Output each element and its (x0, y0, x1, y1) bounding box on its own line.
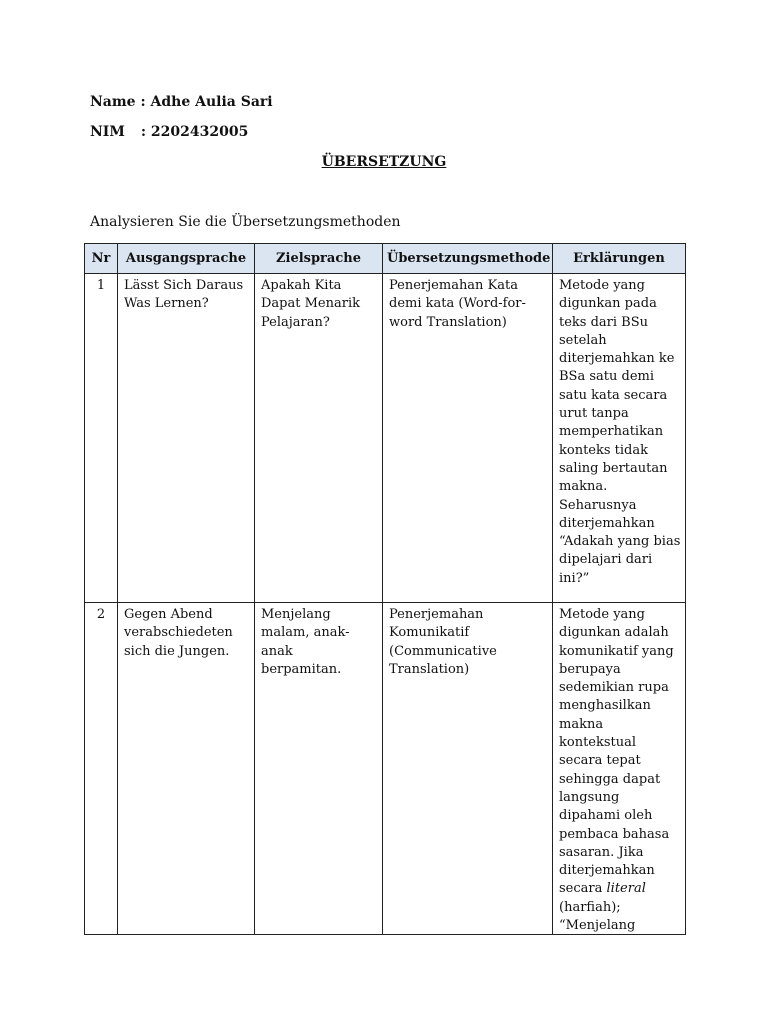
nim-label: NIM (90, 124, 125, 140)
translation-table (84, 243, 686, 935)
row-number: 2 (85, 603, 118, 935)
zielsprache-cell: Apakah Kita Dapat Menarik Pelajaran? (255, 274, 383, 603)
column-header-zielsprache: Zielsprache (255, 244, 383, 274)
nim-line (90, 124, 248, 140)
column-header-nr: Nr (85, 244, 118, 274)
name-value: : Adhe Aulia Sari (140, 94, 273, 110)
table-header-row (85, 244, 686, 274)
zielsprache-cell: Menjelang malam, anak-anak berpamitan. (255, 603, 383, 935)
erklaerung-cell: Metode yang digunkan pada teks dari BSu setelah diterjemahkan ke BSa satu demi satu kata secara urut tanpa memperhatikan konteks tidak saling bertautan makna. Seharusnya diterjemahkan “Adakah yang bias dipelajari dari ini?” (553, 274, 686, 603)
name-label: Name (90, 94, 136, 110)
erklaerung-italic-word: literal (606, 881, 646, 897)
column-header-erklaerungen: Erklärungen (553, 244, 686, 274)
name-line (90, 94, 273, 110)
row-number: 1 (85, 274, 118, 603)
table-row (85, 274, 686, 603)
table-row (85, 603, 686, 935)
ausgangsprache-cell: Gegen Abend verabschiedeten sich die Jungen. (118, 603, 255, 935)
methode-cell: Penerjemahan Komunikatif (Communicative Translation) (383, 603, 553, 935)
column-header-methode: Übersetzungsmethode (383, 244, 553, 274)
instruction-text: Analysieren Sie die Übersetzungsmethoden (90, 214, 401, 230)
document-title: ÜBERSETZUNG (321, 154, 447, 170)
column-header-ausgangsprache: Ausgangsprache (118, 244, 255, 274)
erklaerung-cell (553, 603, 686, 935)
erklaerung-text-end: (harfiah); “Menjelang (559, 899, 636, 932)
ausgangsprache-cell: Lässt Sich Daraus Was Lernen? (118, 274, 255, 603)
nim-value: : 2202432005 (140, 124, 249, 140)
erklaerung-text-start: Metode yang digunkan adalah komunikatif yang berupaya sedemikian rupa menghasilkan makna kontekstual secara tepat sehingga dapat langsung dipahami oleh pembaca bahasa sasaran. Jika diterjemahkan secara (559, 607, 674, 897)
methode-cell: Penerjemahan Kata demi kata (Word-for-word Translation) (383, 274, 553, 603)
erklaerung-text (559, 606, 681, 932)
